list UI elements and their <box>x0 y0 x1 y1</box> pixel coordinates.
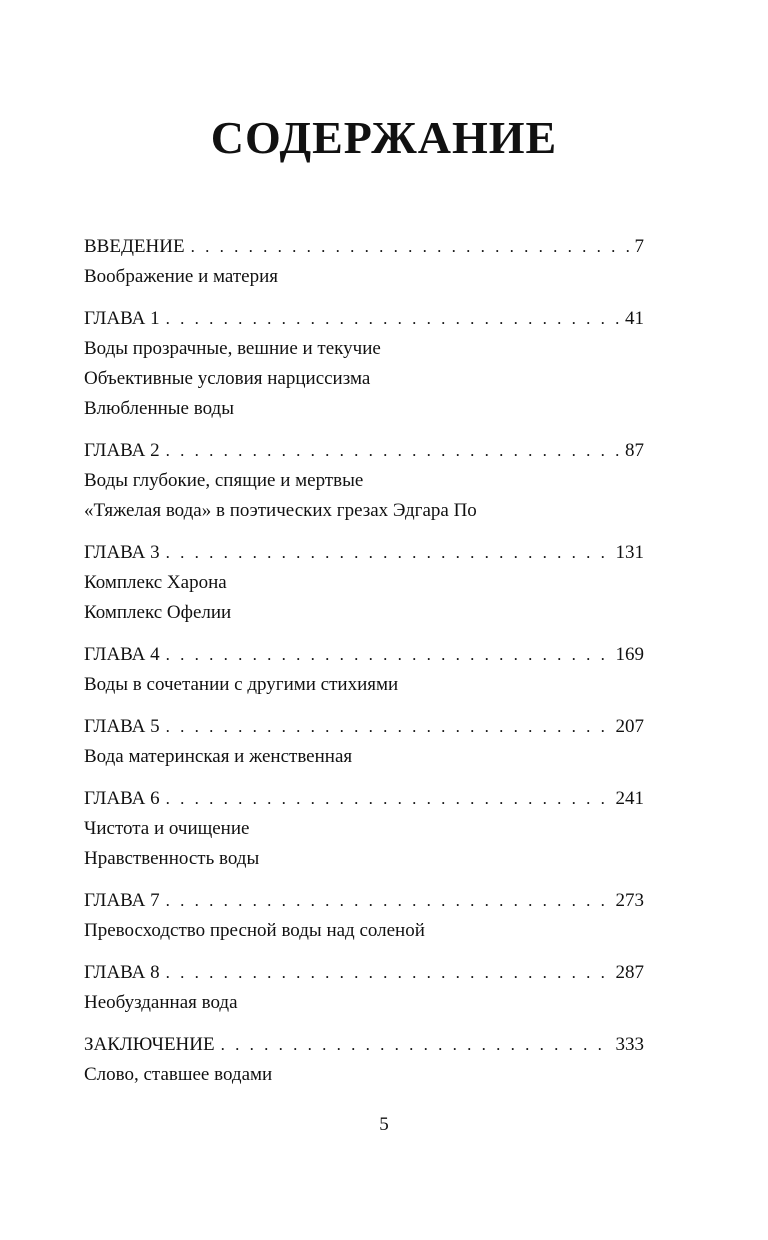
entry-label: ГЛАВА 5 <box>84 716 160 737</box>
toc-section-conclusion <box>84 1030 644 1090</box>
toc-entry[interactable] <box>84 436 644 466</box>
dot-leader <box>166 712 610 742</box>
entry-page-number: 333 <box>615 1034 644 1055</box>
toc-entry[interactable] <box>84 538 644 568</box>
subsection-item: Объективные условия нарциссизма <box>84 368 371 389</box>
toc-section-chapter-3 <box>84 538 644 628</box>
table-of-contents <box>84 232 644 1102</box>
toc-section-chapter-6 <box>84 784 644 874</box>
subsection-item: Нравственность воды <box>84 848 260 869</box>
entry-page-number: 241 <box>615 788 644 809</box>
subsection-item: Необузданная вода <box>84 992 238 1013</box>
toc-section-chapter-7 <box>84 886 644 946</box>
subsection-item: Влюбленные воды <box>84 398 234 419</box>
subsection-item: Вода материнская и женственная <box>84 746 353 767</box>
toc-entry[interactable] <box>84 1030 644 1060</box>
subsection-item: Воды в сочетании с другими стихиями <box>84 674 399 695</box>
entry-page-number: 273 <box>615 890 644 911</box>
subsection-item: Воды прозрачные, вешние и текучие <box>84 338 381 359</box>
dot-leader <box>166 958 610 988</box>
toc-section-introduction <box>84 232 644 292</box>
dot-leader <box>166 886 610 916</box>
dot-leader <box>166 784 610 814</box>
dot-leader <box>221 1030 610 1060</box>
subsection-item: Комплекс Офелии <box>84 602 232 623</box>
entry-label: ГЛАВА 6 <box>84 788 160 809</box>
dot-leader <box>191 232 629 262</box>
toc-entry[interactable] <box>84 958 644 988</box>
entry-label: ГЛАВА 3 <box>84 542 160 563</box>
entry-label: ГЛАВА 4 <box>84 644 160 665</box>
entry-page-number: 7 <box>634 236 644 257</box>
subsection-item: Комплекс Харона <box>84 572 227 593</box>
toc-section-chapter-5 <box>84 712 644 772</box>
entry-label: ГЛАВА 1 <box>84 308 160 329</box>
subsection-item: «Тяжелая вода» в поэтических грезах Эдгара По <box>84 500 477 521</box>
toc-entry[interactable] <box>84 304 644 334</box>
entry-label: ГЛАВА 7 <box>84 890 160 911</box>
toc-entry[interactable] <box>84 886 644 916</box>
entry-page-number: 87 <box>625 440 644 461</box>
page-title: СОДЕРЖАНИЕ <box>210 112 558 163</box>
entry-label: ГЛАВА 2 <box>84 440 160 461</box>
subsection-item: Чистота и очищение <box>84 818 250 839</box>
toc-entry[interactable] <box>84 712 644 742</box>
entry-page-number: 169 <box>615 644 644 665</box>
entry-label: ГЛАВА 8 <box>84 962 160 983</box>
dot-leader <box>166 538 610 568</box>
subsection-item: Слово, ставшее водами <box>84 1064 273 1085</box>
entry-page-number: 207 <box>615 716 644 737</box>
entry-page-number: 131 <box>615 542 644 563</box>
entry-page-number: 41 <box>625 308 644 329</box>
entry-page-number: 287 <box>615 962 644 983</box>
toc-section-chapter-2 <box>84 436 644 526</box>
toc-entry[interactable] <box>84 640 644 670</box>
toc-section-chapter-1 <box>84 304 644 424</box>
page-number: 5 <box>379 1114 389 1135</box>
toc-entry[interactable] <box>84 784 644 814</box>
toc-section-chapter-4 <box>84 640 644 700</box>
subsection-item: Воображение и материя <box>84 266 278 287</box>
entry-label: ЗАКЛЮЧЕНИЕ <box>84 1034 215 1055</box>
dot-leader <box>166 436 619 466</box>
subsection-item: Воды глубокие, спящие и мертвые <box>84 470 364 491</box>
subsection-item: Превосходство пресной воды над соленой <box>84 920 425 941</box>
dot-leader <box>166 304 619 334</box>
toc-entry[interactable] <box>84 232 644 262</box>
dot-leader <box>166 640 610 670</box>
toc-section-chapter-8 <box>84 958 644 1018</box>
entry-label: ВВЕДЕНИЕ <box>84 236 185 257</box>
